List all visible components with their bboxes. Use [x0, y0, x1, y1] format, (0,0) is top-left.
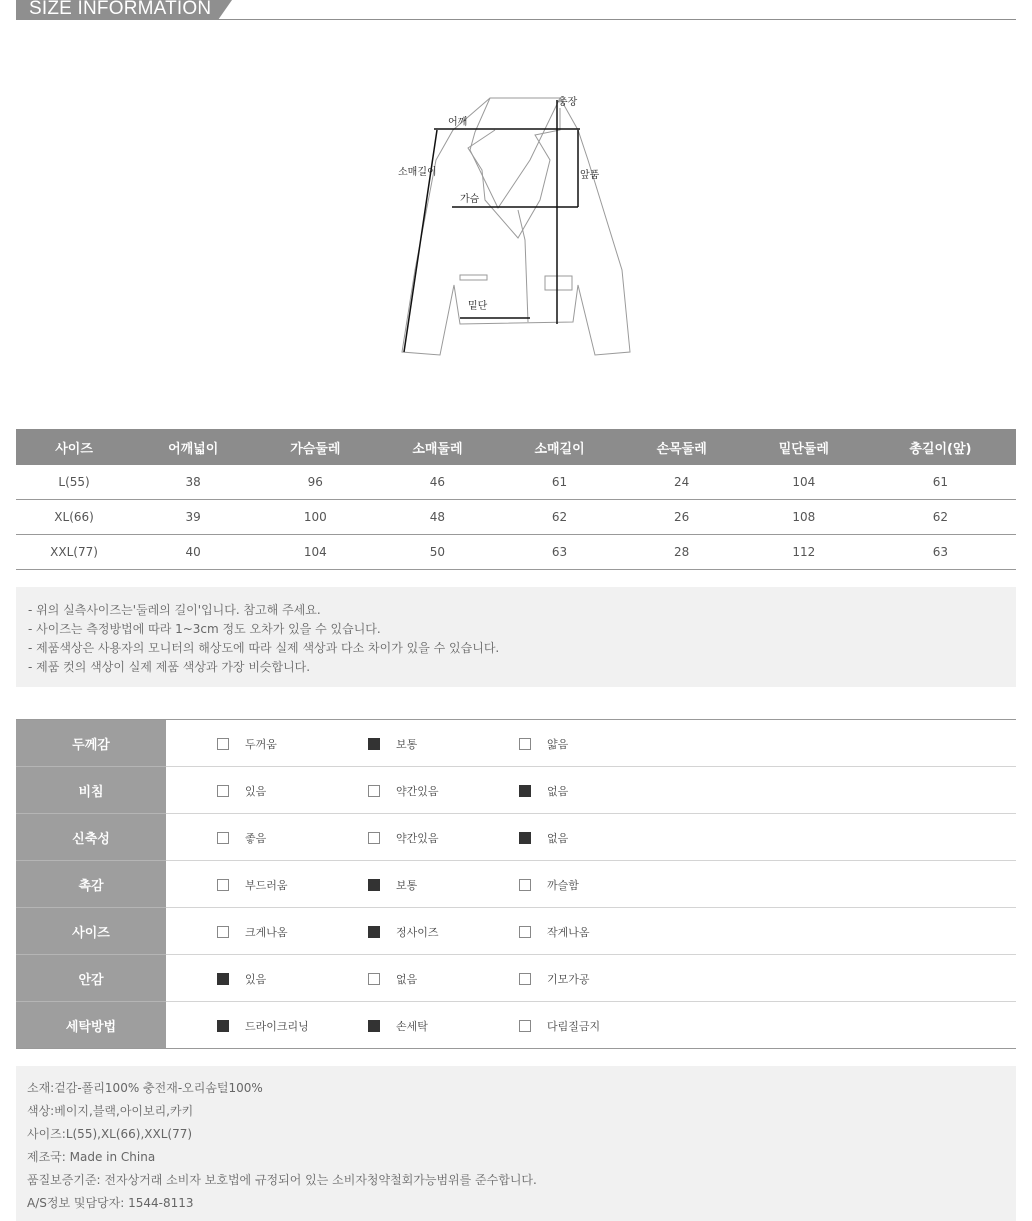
feature-option-label: 까슬함: [547, 879, 579, 892]
feature-option-label: 없음: [547, 832, 569, 845]
table-cell: 26: [621, 500, 743, 535]
note-item: - 사이즈는 측정방법에 따라 1~3cm 정도 오차가 있을 수 있습니다.: [28, 622, 381, 636]
table-cell: 28: [621, 535, 743, 570]
feature-options: [166, 908, 1016, 955]
table-cell: XXL(77): [16, 535, 132, 570]
feature-options: [166, 955, 1016, 1002]
feature-row: [16, 861, 1016, 908]
feature-options: [166, 1002, 1016, 1049]
jacket-zip: [518, 210, 528, 322]
feature-label: 안감: [16, 955, 166, 1002]
feature-option: [217, 783, 266, 799]
feature-label: 세탁방법: [16, 1002, 166, 1049]
feature-option-label: 기모가공: [547, 973, 590, 986]
jacket-pocket-right: [545, 276, 572, 290]
table-cell: 46: [376, 465, 498, 500]
table-cell: 108: [743, 500, 865, 535]
notes-panel: [16, 587, 1016, 687]
feature-option-label: 없음: [547, 785, 569, 798]
checked-box-icon: [519, 832, 531, 844]
feature-row: [16, 720, 1016, 767]
jacket-pocket-left: [460, 275, 487, 280]
feature-option: [368, 783, 439, 799]
feature-option-label: 부드러움: [245, 879, 288, 892]
feature-option-label: 있음: [245, 973, 267, 986]
size-table-header: 소매둘레: [376, 429, 498, 465]
unchecked-box-icon: [368, 785, 380, 797]
checked-box-icon: [368, 1020, 380, 1032]
feature-option: [368, 924, 439, 940]
feature-option-label: 작게나옴: [547, 926, 590, 939]
info-item-as-contact: A/S정보 및담당자: 1544-8113: [27, 1196, 194, 1210]
size-table-header-row: [16, 429, 1016, 465]
feature-option: [217, 924, 288, 940]
size-table-header: 총길이(앞): [865, 429, 1016, 465]
info-item-material: 소재:겉감-폴리100% 충전재-오리솜털100%: [27, 1081, 263, 1095]
feature-table: [16, 719, 1016, 1049]
feature-option-label: 없음: [396, 973, 418, 986]
size-table-header: 사이즈: [16, 429, 132, 465]
info-item-origin: 제조국: Made in China: [27, 1150, 156, 1164]
feature-option: [217, 830, 266, 846]
table-cell: 62: [499, 500, 621, 535]
table-cell: 100: [254, 500, 376, 535]
feature-option: [368, 877, 417, 893]
checked-box-icon: [519, 785, 531, 797]
feature-row: [16, 1002, 1016, 1049]
jacket-illustration: [390, 90, 640, 360]
section-title: SIZE INFORMATION: [29, 0, 212, 19]
size-table-header: 밑단둘레: [743, 429, 865, 465]
table-cell: 96: [254, 465, 376, 500]
info-item-color: 색상:베이지,블랙,아이보리,카키: [27, 1104, 194, 1118]
feature-option: [368, 736, 417, 752]
feature-option-label: 크게나옴: [245, 926, 288, 939]
section-header: [16, 0, 1016, 20]
table-cell: 61: [865, 465, 1016, 500]
section-header-tab: [16, 0, 218, 20]
feature-option: [519, 830, 568, 846]
table-cell: 104: [254, 535, 376, 570]
feature-option-label: 얇음: [547, 738, 569, 751]
unchecked-box-icon: [519, 973, 531, 985]
feature-option-label: 좋음: [245, 832, 267, 845]
table-cell: XL(66): [16, 500, 132, 535]
feature-row: [16, 814, 1016, 861]
feature-option-label: 두꺼움: [245, 738, 277, 751]
feature-options: [166, 814, 1016, 861]
table-row: [16, 500, 1016, 535]
diagram-label-front: 앞품: [580, 170, 600, 181]
feature-option: [217, 736, 277, 752]
size-table-header: 어깨넓이: [132, 429, 254, 465]
table-cell: 39: [132, 500, 254, 535]
feature-label: 신축성: [16, 814, 166, 861]
feature-option-label: 다림질금지: [547, 1020, 601, 1033]
feature-option: [217, 1018, 309, 1034]
feature-row: [16, 767, 1016, 814]
table-row: [16, 535, 1016, 570]
unchecked-box-icon: [519, 1020, 531, 1032]
feature-option: [519, 877, 579, 893]
feature-option: [368, 830, 439, 846]
diagram-label-sleeve: 소매길이: [398, 167, 437, 178]
feature-option-label: 정사이즈: [396, 926, 439, 939]
section-header-rule: [16, 19, 1016, 20]
product-info-panel: [16, 1066, 1016, 1221]
feature-option: [217, 877, 288, 893]
table-cell: 24: [621, 465, 743, 500]
feature-option: [368, 1018, 428, 1034]
feature-option-label: 약간있음: [396, 785, 439, 798]
feature-option: [519, 783, 568, 799]
diagram-label-hem: 밑단: [468, 301, 488, 312]
feature-option: [519, 971, 590, 987]
feature-options: [166, 767, 1016, 814]
table-cell: 63: [499, 535, 621, 570]
unchecked-box-icon: [217, 738, 229, 750]
feature-option-label: 보통: [396, 738, 418, 751]
info-item-size: 사이즈:L(55),XL(66),XXL(77): [27, 1127, 193, 1141]
size-table-header: 소매길이: [499, 429, 621, 465]
feature-option: [519, 1018, 600, 1034]
feature-option-label: 있음: [245, 785, 267, 798]
size-table: [16, 429, 1016, 570]
unchecked-box-icon: [217, 879, 229, 891]
feature-label: 촉감: [16, 861, 166, 908]
size-table-header: 가슴둘레: [254, 429, 376, 465]
feature-options: [166, 861, 1016, 908]
unchecked-box-icon: [519, 879, 531, 891]
feature-option: [368, 971, 417, 987]
jacket-diagram: [390, 90, 640, 360]
note-item: - 위의 실측사이즈는'둘레의 길이'입니다. 참고해 주세요.: [28, 603, 321, 617]
table-cell: 62: [865, 500, 1016, 535]
feature-option-label: 보통: [396, 879, 418, 892]
feature-label: 비침: [16, 767, 166, 814]
diagram-label-chest: 가슴: [460, 194, 480, 205]
size-table-header: 손목둘레: [621, 429, 743, 465]
table-cell: 104: [743, 465, 865, 500]
feature-option: [217, 971, 266, 987]
feature-options: [166, 720, 1016, 767]
table-cell: 50: [376, 535, 498, 570]
unchecked-box-icon: [519, 738, 531, 750]
section-header-slope: [218, 0, 232, 20]
checked-box-icon: [368, 738, 380, 750]
feature-option-label: 손세탁: [396, 1020, 428, 1033]
note-item: - 제품 컷의 색상이 실제 제품 색상과 가장 비슷합니다.: [28, 660, 311, 674]
unchecked-box-icon: [519, 926, 531, 938]
feature-option: [519, 924, 590, 940]
jacket-collar: [470, 98, 560, 208]
table-cell: 112: [743, 535, 865, 570]
table-cell: 40: [132, 535, 254, 570]
feature-option: [519, 736, 568, 752]
unchecked-box-icon: [368, 832, 380, 844]
unchecked-box-icon: [217, 785, 229, 797]
table-row: [16, 465, 1016, 500]
feature-label: 사이즈: [16, 908, 166, 955]
unchecked-box-icon: [368, 973, 380, 985]
diagram-label-shoulder: 어깨: [448, 117, 468, 128]
feature-option-label: 약간있음: [396, 832, 439, 845]
diagram-label-length: 총장: [558, 97, 578, 108]
note-item: - 제품색상은 사용자의 모니터의 해상도에 따라 실제 색상과 다소 차이가 있을 수 있습니다.: [28, 641, 500, 655]
table-cell: 61: [499, 465, 621, 500]
sleeve-line: [404, 130, 437, 352]
feature-option-label: 드라이크리닝: [245, 1020, 309, 1033]
unchecked-box-icon: [217, 832, 229, 844]
checked-box-icon: [368, 926, 380, 938]
feature-row: [16, 955, 1016, 1002]
table-cell: 38: [132, 465, 254, 500]
feature-label: 두께감: [16, 720, 166, 767]
unchecked-box-icon: [217, 926, 229, 938]
checked-box-icon: [368, 879, 380, 891]
checked-box-icon: [217, 1020, 229, 1032]
checked-box-icon: [217, 973, 229, 985]
info-item-warranty: 품질보증기준: 전자상거래 소비자 보호법에 규정되어 있는 소비자청약철회가능범위를 준수합니다.: [27, 1173, 537, 1187]
table-cell: 48: [376, 500, 498, 535]
table-cell: L(55): [16, 465, 132, 500]
table-cell: 63: [865, 535, 1016, 570]
feature-row: [16, 908, 1016, 955]
